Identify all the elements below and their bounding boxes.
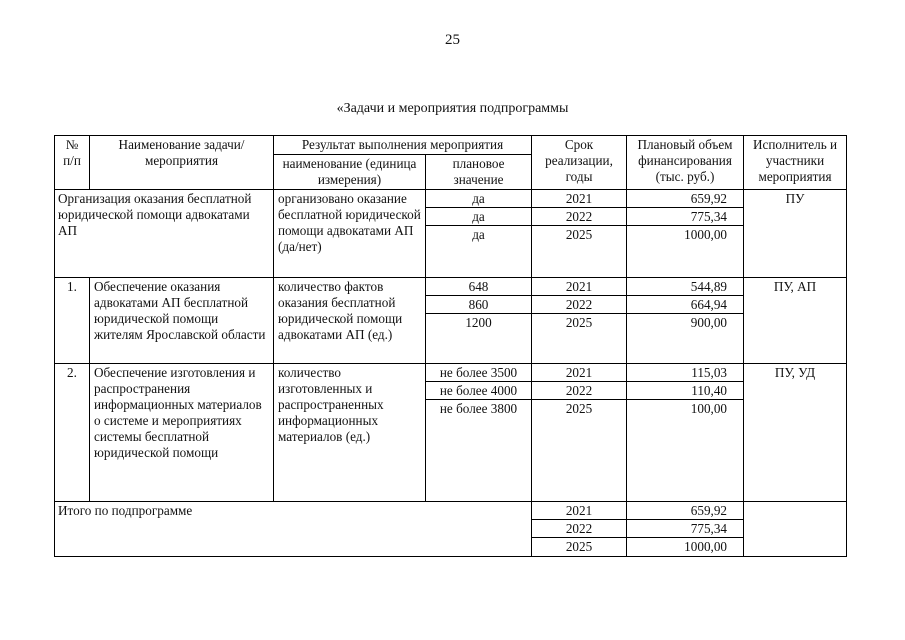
task-name: Обеспечение оказания адвокатами АП бесплатной юридической помощи жителям Ярославской области <box>90 278 274 364</box>
amount: 775,34 <box>627 520 743 538</box>
planned-value: 648 <box>426 278 531 296</box>
planned-value: не более 4000 <box>426 382 531 400</box>
year: 2022 <box>532 296 626 314</box>
year: 2025 <box>565 401 593 416</box>
amount: 659,92 <box>627 502 743 520</box>
planned-value: не более 3500 <box>426 364 531 382</box>
total-years <box>532 502 627 557</box>
table-row <box>55 364 847 502</box>
years <box>532 278 627 364</box>
amount: 659,92 <box>627 190 743 208</box>
planned-value: 1200 <box>465 315 492 330</box>
year: 2021 <box>532 364 626 382</box>
total-row <box>55 502 847 557</box>
tasks-table <box>54 135 847 557</box>
year: 2025 <box>565 227 593 242</box>
planned-value: да <box>472 227 485 242</box>
header-executor: Исполнитель и участники мероприятия <box>744 136 847 190</box>
executor: ПУ, УД <box>744 364 847 502</box>
year: 2021 <box>532 278 626 296</box>
amounts <box>627 190 744 278</box>
header-volume: Плановый объем финансирования (тыс. руб.) <box>627 136 744 190</box>
page-number: 25 <box>445 32 460 48</box>
amount: 115,03 <box>627 364 743 382</box>
planned-values <box>426 364 532 502</box>
header-num: № п/п <box>55 136 90 190</box>
header-result-value: плановое значение <box>426 155 532 190</box>
row-number: 1. <box>55 278 90 364</box>
header-name: Наименование задачи/мероприятия <box>90 136 274 190</box>
years <box>532 364 627 502</box>
header-result-name: наименование (единица измерения) <box>274 155 426 190</box>
amount: 544,89 <box>627 278 743 296</box>
header-term: Срок реализации, годы <box>532 136 627 190</box>
task-name: Организация оказания бесплатной юридической помощи адвокатами АП <box>55 190 274 278</box>
amounts <box>627 278 744 364</box>
year: 2022 <box>532 382 626 400</box>
executor: ПУ <box>744 190 847 278</box>
planned-value: 860 <box>426 296 531 314</box>
indicator-name: количество изготовленных и распространенных информационных материалов (ед.) <box>274 364 426 502</box>
table-row <box>55 190 847 278</box>
planned-value: не более 3800 <box>439 401 518 416</box>
table-row <box>55 278 847 364</box>
total-amounts <box>627 502 744 557</box>
year: 2021 <box>532 190 626 208</box>
year: 2022 <box>532 208 626 226</box>
amount: 100,00 <box>690 401 728 416</box>
planned-value: да <box>426 208 531 226</box>
year: 2022 <box>532 520 626 538</box>
task-name: Обеспечение изготовления и распространения информационных материалов о системе и мероприятиях системы бесплатной юридической помощи <box>90 364 274 502</box>
amount: 664,94 <box>627 296 743 314</box>
amount: 900,00 <box>690 315 728 330</box>
year: 2025 <box>565 539 593 554</box>
amount: 1000,00 <box>684 539 728 554</box>
document-title: «Задачи и мероприятия подпрограммы <box>336 101 569 116</box>
indicator-name: количество фактов оказания бесплатной юридической помощи адвокатами АП (ед.) <box>274 278 426 364</box>
year: 2021 <box>532 502 626 520</box>
planned-values <box>426 278 532 364</box>
planned-values <box>426 190 532 278</box>
amounts <box>627 364 744 502</box>
amount: 110,40 <box>627 382 743 400</box>
year: 2025 <box>565 315 593 330</box>
executor: ПУ, АП <box>744 278 847 364</box>
total-executor <box>744 502 847 557</box>
amount: 1000,00 <box>684 227 728 242</box>
planned-value: да <box>426 190 531 208</box>
header-result: Результат выполнения мероприятия <box>274 136 532 155</box>
row-number: 2. <box>55 364 90 502</box>
indicator-name: организовано оказание бесплатной юридической помощи адвокатами АП (да/нет) <box>274 190 426 278</box>
table-header-row <box>55 136 847 155</box>
total-label: Итого по подпрограмме <box>55 502 532 557</box>
amount: 775,34 <box>627 208 743 226</box>
years <box>532 190 627 278</box>
